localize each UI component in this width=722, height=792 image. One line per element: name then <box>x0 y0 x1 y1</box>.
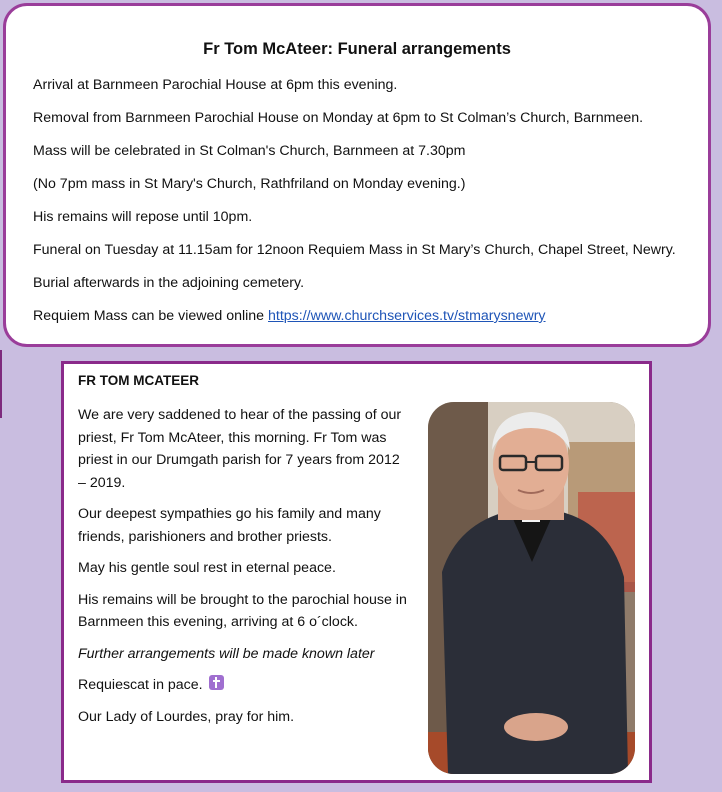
notice-line: Mass will be celebrated in St Colman's Church, Barnmeen at 7.30pm <box>33 143 466 159</box>
tribute-paragraph: May his gentle soul rest in eternal peace. <box>78 560 336 576</box>
priest-photo-illustration <box>428 402 635 774</box>
tribute-card <box>61 361 652 783</box>
further-arrangements-note: Further arrangements will be made known later <box>78 645 375 662</box>
notice-line: Arrival at Barnmeen Parochial House at 6pm this evening. <box>33 77 398 93</box>
online-line <box>33 305 698 338</box>
notice-line: (No 7pm mass in St Mary's Church, Rathfriland on Monday evening.) <box>33 176 466 192</box>
notice-lines <box>33 74 698 338</box>
notice-line: Burial afterwards in the adjoining cemetery. <box>33 275 305 291</box>
online-prefix: Requiem Mass can be viewed online <box>33 308 269 324</box>
tribute-heading: FR TOM MCATEER <box>78 373 199 388</box>
notice-line: Funeral on Tuesday at 11.15am for 12noon Requiem Mass in St Mary’s Church, Chapel Street, Newry. <box>33 242 676 258</box>
notice-title: Fr Tom McAteer: Funeral arrangements <box>203 40 511 58</box>
closing-prayer: Our Lady of Lourdes, pray for him. <box>78 708 295 725</box>
churchservices-link[interactable]: https://www.churchservices.tv/stmarysnewry <box>268 308 546 324</box>
left-accent-strip <box>0 350 2 418</box>
requiescat-line <box>78 674 408 697</box>
tribute-paragraph: We are very saddened to hear of the passing of our priest, Fr Tom McAteer, this morning. Fr Tom was priest in our Drumgath parish for 7 years from 2012 – 2019. <box>78 407 402 491</box>
cross-icon <box>209 675 224 690</box>
tribute-paragraph: His remains will be brought to the parochial house in Barnmeen this evening, arriving at 6 o´clock. <box>78 591 407 630</box>
notice-line: Removal from Barnmeen Parochial House on Monday at 6pm to St Colman’s Church, Barnmeen. <box>33 110 644 126</box>
funeral-arrangements-card <box>3 3 711 347</box>
tribute-text <box>78 404 408 737</box>
tribute-paragraph: Our deepest sympathies go his family and many friends, parishioners and brother priests. <box>78 506 381 545</box>
notice-line: His remains will repose until 10pm. <box>33 209 253 225</box>
priest-photo <box>428 402 635 774</box>
requiescat-text: Requiescat in pace. <box>78 677 203 693</box>
